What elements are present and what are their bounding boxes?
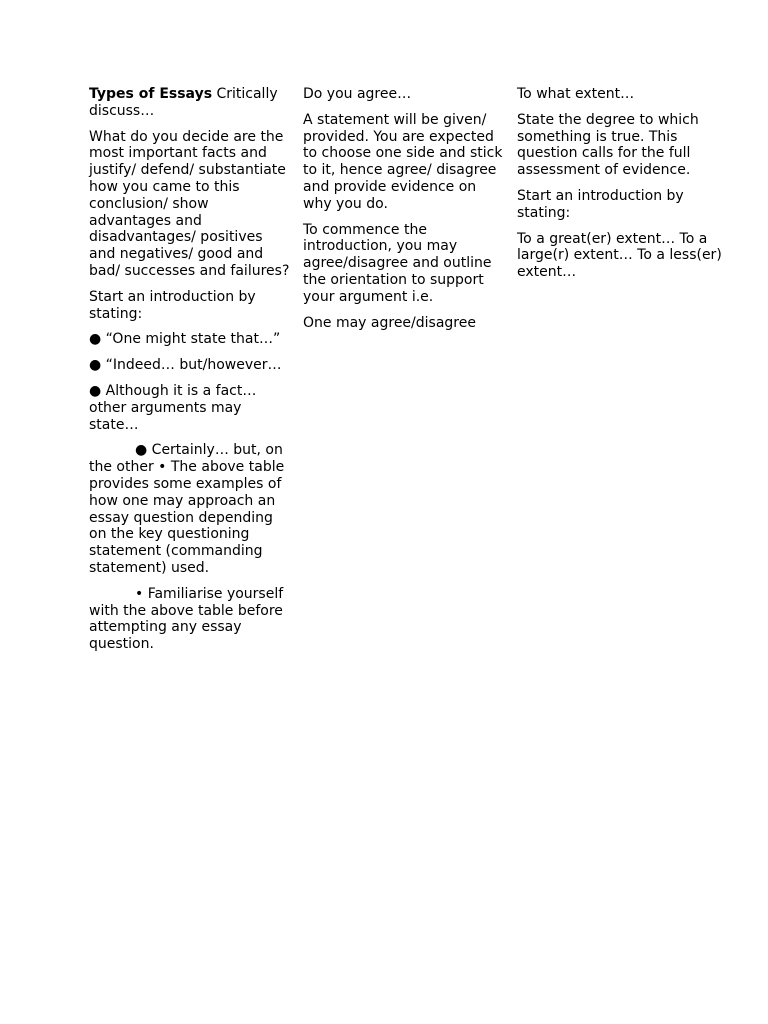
types-of-essays-heading: Types of Essays — [89, 86, 213, 102]
critically-discuss-label: Critically discuss… — [89, 86, 278, 119]
column-do-you-agree — [303, 86, 503, 340]
paragraph-description: A statement will be given/ provided. You are expected to choose one side and stick to it, hence agree/ disagree and provide evidence on why you do. — [303, 111, 503, 212]
paragraph-intro-prompt: To commence the introduction, you may agree/disagree and outline the orientation to support your argument i.e. — [303, 221, 492, 305]
column-critically-discuss — [89, 86, 290, 662]
column-heading: To what extent… — [517, 86, 635, 102]
bullet-item: ● “Indeed… but/however… — [89, 357, 282, 374]
paragraph-description: What do you decide are the most important facts and justify/ defend/ substantiate how you came to this conclusion/ show advantages and disadvantages/ positives and negatives/ good and bad/ successes and failures? — [89, 128, 290, 279]
paragraph-intro-prompt: Start an introduction by stating: — [517, 187, 684, 221]
column-to-what-extent — [517, 86, 722, 290]
column-heading: Do you agree… — [303, 86, 412, 102]
bullet-item: ● Certainly… but, on the other • The above table provides some examples of how one may approach an essay question depending on the key questioning statement (commanding statement) used. — [89, 442, 285, 576]
paragraph-intro-prompt: Start an introduction by stating: — [89, 288, 256, 322]
bullet-item: ● “One might state that…” — [89, 331, 281, 348]
paragraph-example: One may agree/disagree — [303, 314, 476, 331]
bullet-item: ● Although it is a fact… other arguments may state… — [89, 382, 257, 433]
paragraph-example: To a great(er) extent… To a large(r) extent… To a less(er) extent… — [517, 230, 722, 281]
column-title — [89, 86, 290, 120]
bullet-item: • Familiarise yourself with the above table before attempting any essay question. — [89, 585, 284, 653]
paragraph-description: State the degree to which something is true. This question calls for the full assessment of evidence. — [517, 111, 699, 179]
